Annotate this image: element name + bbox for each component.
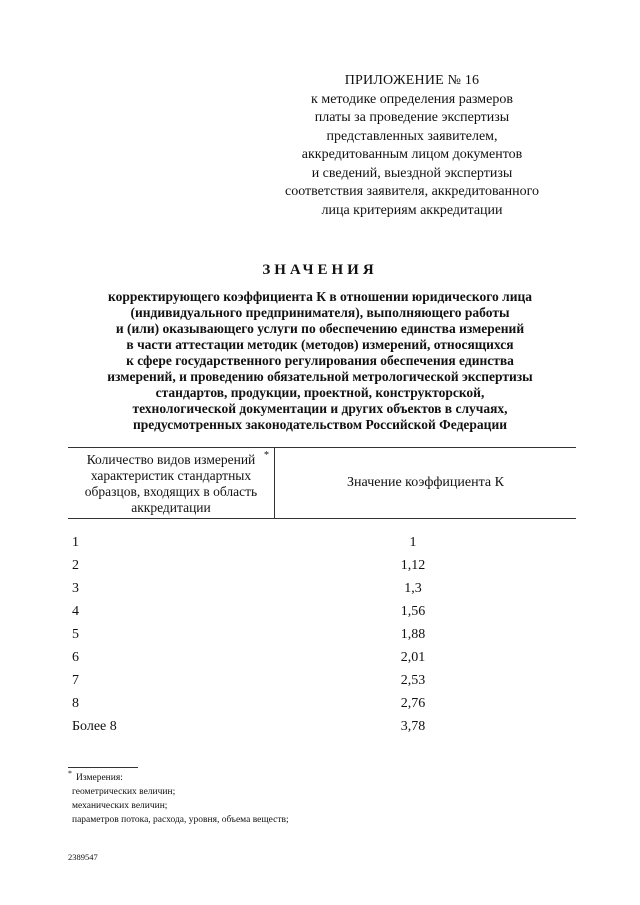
footnote xyxy=(68,769,289,827)
row-coefficient-cell: 2,76 xyxy=(400,696,426,711)
table-row xyxy=(68,627,576,650)
row-coefficient-cell: 3,78 xyxy=(400,719,426,734)
footnote-item: геометрических величин; xyxy=(72,787,176,797)
subheading-line: измерений, и проведению обязательной метрологической экспертизы xyxy=(107,369,533,384)
footnote-title: Измерения: xyxy=(76,773,123,783)
appendix-title: ПРИЛОЖЕНИЕ № 16 xyxy=(344,73,480,88)
header-line: Количество видов измерений xyxy=(86,452,256,467)
appendix-line: платы за проведение экспертизы xyxy=(314,110,510,125)
footnote-reference-mark: * xyxy=(264,450,269,461)
appendix-line: соответствия заявителя, аккредитованного xyxy=(284,184,539,199)
row-coefficient-cell: 1,12 xyxy=(400,558,426,573)
row-count-cell: 3 xyxy=(72,581,79,596)
subheading-line: в части аттестации методик (методов) измерений, относящихся xyxy=(126,337,514,352)
subheading-line: к сфере государственного регулирования обеспечения единства xyxy=(126,353,514,368)
coefficient-table xyxy=(68,447,576,734)
footnote-mark: * xyxy=(68,769,72,778)
row-coefficient-cell: 1,56 xyxy=(400,604,426,619)
row-count-cell: 6 xyxy=(72,650,79,665)
document-number: 2389547 xyxy=(68,852,98,862)
row-count-cell: 5 xyxy=(72,627,79,642)
subheading-line: стандартов, продукции, проектной, конструкторской, xyxy=(155,385,485,400)
header-measurement-count xyxy=(68,452,274,516)
table-header xyxy=(68,447,576,519)
subheading-line: корректирующего коэффициента К в отношении юридического лица xyxy=(107,289,532,304)
subheading-line: и (или) оказывающего услуги по обеспечению единства измерений xyxy=(115,321,525,336)
row-count-cell: 2 xyxy=(72,558,79,573)
footnote-divider xyxy=(68,767,138,768)
row-count-cell: 7 xyxy=(72,673,79,688)
footnote-item: параметров потока, расхода, уровня, объема веществ; xyxy=(72,815,289,825)
table-row xyxy=(68,650,576,673)
document-heading: ЗНАЧЕНИЯ xyxy=(262,262,378,278)
table-row xyxy=(68,558,576,581)
appendix-line: лица критериям аккредитации xyxy=(321,202,503,218)
appendix-block xyxy=(262,72,562,220)
row-coefficient-cell: 2,01 xyxy=(400,650,426,665)
subheading-line: предусмотренных законодательством Российской Федерации xyxy=(133,417,507,432)
row-coefficient-cell: 1,3 xyxy=(404,581,422,596)
row-count-cell: 1 xyxy=(72,535,79,550)
table-row xyxy=(68,696,576,719)
table-row xyxy=(68,673,576,696)
row-coefficient-cell: 2,53 xyxy=(400,673,426,688)
appendix-line: аккредитованным лицом документов xyxy=(301,147,523,162)
document-subheading xyxy=(52,289,588,433)
subheading-line: технологической документации и других объектов в случаях, xyxy=(132,401,508,416)
header-line: характеристик стандартных xyxy=(90,468,252,483)
subheading-line: (индивидуального предпринимателя), выполняющего работы xyxy=(130,305,510,320)
table-row xyxy=(68,535,576,558)
table-row xyxy=(68,719,576,742)
row-count-cell: Более 8 xyxy=(72,719,117,734)
appendix-line: к методике определения размеров xyxy=(311,91,513,107)
appendix-line: представленных заявителем, xyxy=(326,128,498,144)
appendix-line: и сведений, выездной экспертизы xyxy=(311,165,513,181)
table-row xyxy=(68,604,576,627)
header-coefficient-value: Значение коэффициента К xyxy=(274,448,576,518)
header-line: аккредитации xyxy=(131,500,211,515)
row-count-cell: 4 xyxy=(72,604,79,619)
footnote-item: механических величин; xyxy=(72,801,168,811)
row-coefficient-cell: 1,88 xyxy=(400,627,426,642)
header-line: образцов, входящих в область xyxy=(84,484,258,499)
table-body xyxy=(68,535,576,742)
row-count-cell: 8 xyxy=(72,696,79,711)
table-row xyxy=(68,581,576,604)
row-coefficient-cell: 1 xyxy=(409,535,417,550)
